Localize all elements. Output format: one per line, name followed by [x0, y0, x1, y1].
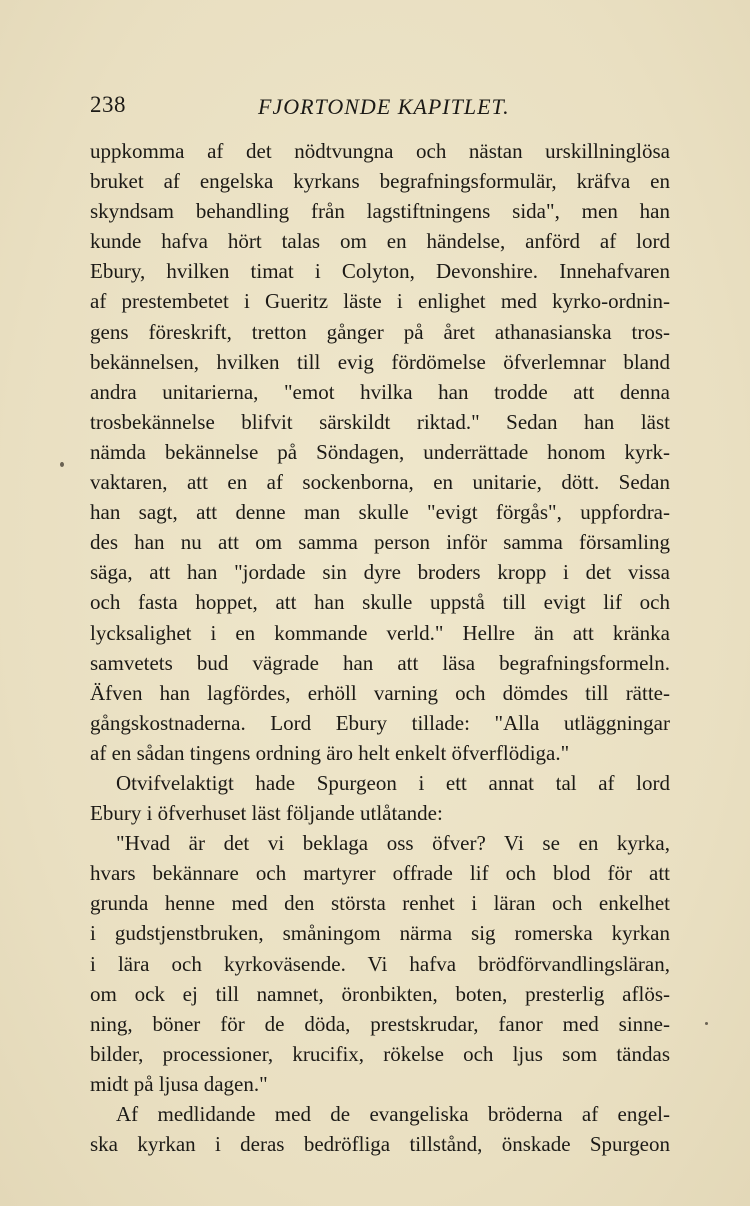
text-line: i lära och kyrkoväsende. Vi hafva brödförvandlingsläran, [90, 951, 670, 976]
text-line: uppkomma af det nödtvungna och nästan urskillninglösa [90, 139, 670, 163]
text-line: grunda henne med den största renhet i läran och enkelhet [90, 891, 670, 916]
body-text [90, 136, 670, 1159]
text-line: af prestembetet i Gueritz läste i enlighet med kyrko-ordnin- [90, 289, 670, 314]
text-line: ska kyrkan i deras bedröfliga tillstånd, önskade Spurgeon [90, 1132, 670, 1157]
text-line: nämda bekännelse på Söndagen, underrättade honom kyrk- [90, 439, 670, 464]
text-line: lycksalighet i en kommande verld." Hellre än att kränka [90, 620, 670, 645]
text-line: Ebury i öfverhuset läst följande utlåtande: [90, 801, 443, 826]
paper-speck [705, 1022, 708, 1025]
text-line: vaktaren, att en af sockenborna, en unitarie, dött. Sedan [90, 470, 670, 495]
paper-speck [60, 462, 64, 467]
text-line: gens föreskrift, tretton gånger på året athanasianska tros- [90, 319, 670, 344]
text-line: gångskostnaderna. Lord Ebury tillade: "Alla utläggningar [90, 710, 670, 735]
text-line: och fasta hoppet, att han skulle uppstå till evigt lif och [90, 590, 670, 615]
text-line: kunde hafva hört talas om en händelse, anförd af lord [90, 229, 670, 254]
text-line: hvars bekännare och martyrer offrade lif och blod för att [90, 861, 670, 886]
text-line: samvetets bud vägrade han att läsa begrafningsformeln. [90, 650, 670, 675]
text-line: bruket af engelska kyrkans begrafningsformulär, kräfva en [90, 169, 670, 194]
text-line: han sagt, att denne man skulle "evigt förgås", uppfordra- [90, 500, 670, 525]
text-line: trosbekännelse blifvit särskildt riktad." Sedan han läst [90, 409, 670, 434]
text-line: des han nu att om samma person inför samma församling [90, 530, 670, 555]
text-line: om ock ej till namnet, öronbikten, boten, presterlig aflös- [90, 981, 670, 1006]
text-line: Äfven han lagfördes, erhöll varning och dömdes till rätte- [90, 680, 670, 705]
text-line: i gudstjenstbruken, småningom närma sig romerska kyrkan [90, 921, 670, 946]
text-line: skyndsam behandling från lagstiftningens sida", men han [90, 199, 670, 224]
text-line: Ebury, hvilken timat i Colyton, Devonshire. Innehafvaren [90, 259, 670, 284]
page-header [90, 92, 670, 128]
text-line: af en sådan tingens ordning äro helt enkelt öfverflödiga." [90, 740, 570, 765]
text-line: ning, böner för de döda, prestskrudar, fanor med sinne- [90, 1011, 670, 1036]
text-line: Af medlidande med de evangeliska bröderna af engel- [116, 1102, 670, 1126]
text-line: bilder, processioner, krucifix, rökelse och ljus som tändas [90, 1041, 670, 1066]
text-line: andra unitarierna, "emot hvilka han trodde att denna [90, 379, 670, 404]
text-line: "Hvad är det vi beklaga oss öfver? Vi se en kyrka, [116, 831, 670, 856]
page-number: 238 [90, 92, 126, 117]
running-head: FJORTONDE KAPITLET. [258, 94, 510, 119]
text-line: bekännelsen, hvilken till evig fördömelse öfverlemnar bland [90, 349, 670, 374]
text-line: midt på ljusa dagen." [90, 1071, 268, 1096]
text-line: Otvifvelaktigt hade Spurgeon i ett annat tal af lord [116, 770, 670, 795]
text-line: säga, att han "jordade sin dyre broders kropp i det vissa [90, 560, 670, 585]
